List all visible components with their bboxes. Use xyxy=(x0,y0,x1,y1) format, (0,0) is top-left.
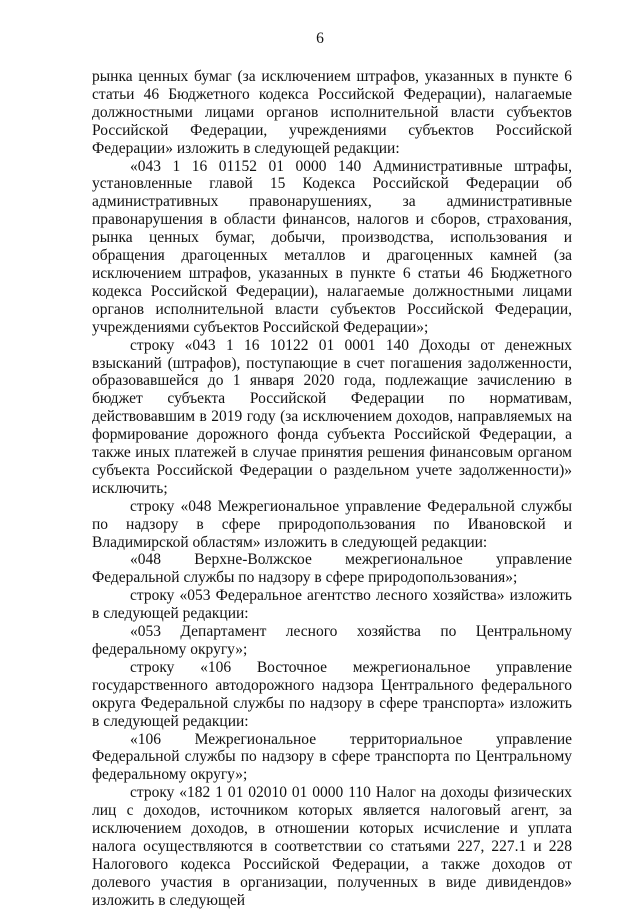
paragraph-3: строку «043 1 16 10122 01 0001 140 Доходы от денежных взысканий (штрафов), поступающие в счет погашения задолженности, образовавшейся до 1 января 2020 года, подлежащие зачислению в бюджет субъекта Российской Федерации по нормативам, действовавшим в 2019 году (за исключением доходов, направляемых на формирование дорожного фонда субъекта Российской Федерации, а также иных платежей в случае принятия решения финансовым органом субъекта Российской Федерации о раздельном учете задолженности)» исключить; xyxy=(92,336,572,497)
page-number: 6 xyxy=(316,30,324,47)
paragraph-8: строку «106 Восточное межрегиональное управление государственного автодорожного надзора Центрального федерального округа Федеральной службы по надзору в сфере транспорта» изложить в следующей редакции: xyxy=(92,658,572,730)
paragraph-1: рынка ценных бумаг (за исключением штрафов, указанных в пункте 6 статьи 46 Бюджетного кодекса Российской Федерации), налагаемые должностными лицами органов исполнительной власти субъектов Российской Федерации, учреждениями субъектов Российской Федерации» изложить в следующей редакции: xyxy=(92,68,572,157)
paragraph-9: «106 Межрегиональное территориальное управление Федеральной службы по надзору в сфере транспорта по Центральному федеральному округу»; xyxy=(92,730,572,784)
paragraph-2: «043 1 16 01152 01 0000 140 Административные штрафы, установленные главой 15 Кодекса Российской Федерации об административных правонарушениях, за административные правонарушения в области финансов, налогов и сборов, страхования, рынка ценных бумаг, добычи, производства, использования и обращения драгоценных металлов и драгоценных камней (за исключением штрафов, указанных в пункте 6 статьи 46 Бюджетного кодекса Российской Федерации), налагаемые должностными лицами органов исполнительной власти субъектов Российской Федерации, учреждениями субъектов Российской Федерации»; xyxy=(92,157,572,336)
document-body xyxy=(92,68,572,910)
paragraph-10: строку «182 1 01 02010 01 0000 110 Налог на доходы физических лиц с доходов, источником которых является налоговый агент, за исключением доходов, в отношении которых исчисление и уплата налога осуществляются в соответствии со статьями 227, 227.1 и 228 Налогового кодекса Российской Федерации, а также доходов от долевого участия в организации, полученных в виде дивидендов» изложить в следующей xyxy=(92,784,572,909)
paragraph-6: строку «053 Федеральное агентство лесного хозяйства» изложить в следующей редакции: xyxy=(92,587,572,623)
paragraph-4: строку «048 Межрегиональное управление Федеральной службы по надзору в сфере природопользования по Ивановской и Владимирской областям» изложить в следующей редакции: xyxy=(92,497,572,551)
paragraph-7: «053 Департамент лесного хозяйства по Центральному федеральному округу»; xyxy=(92,623,572,658)
paragraph-5: «048 Верхне-Волжское межрегиональное управление Федеральной службы по надзору в сфере природопользования»; xyxy=(92,551,572,587)
